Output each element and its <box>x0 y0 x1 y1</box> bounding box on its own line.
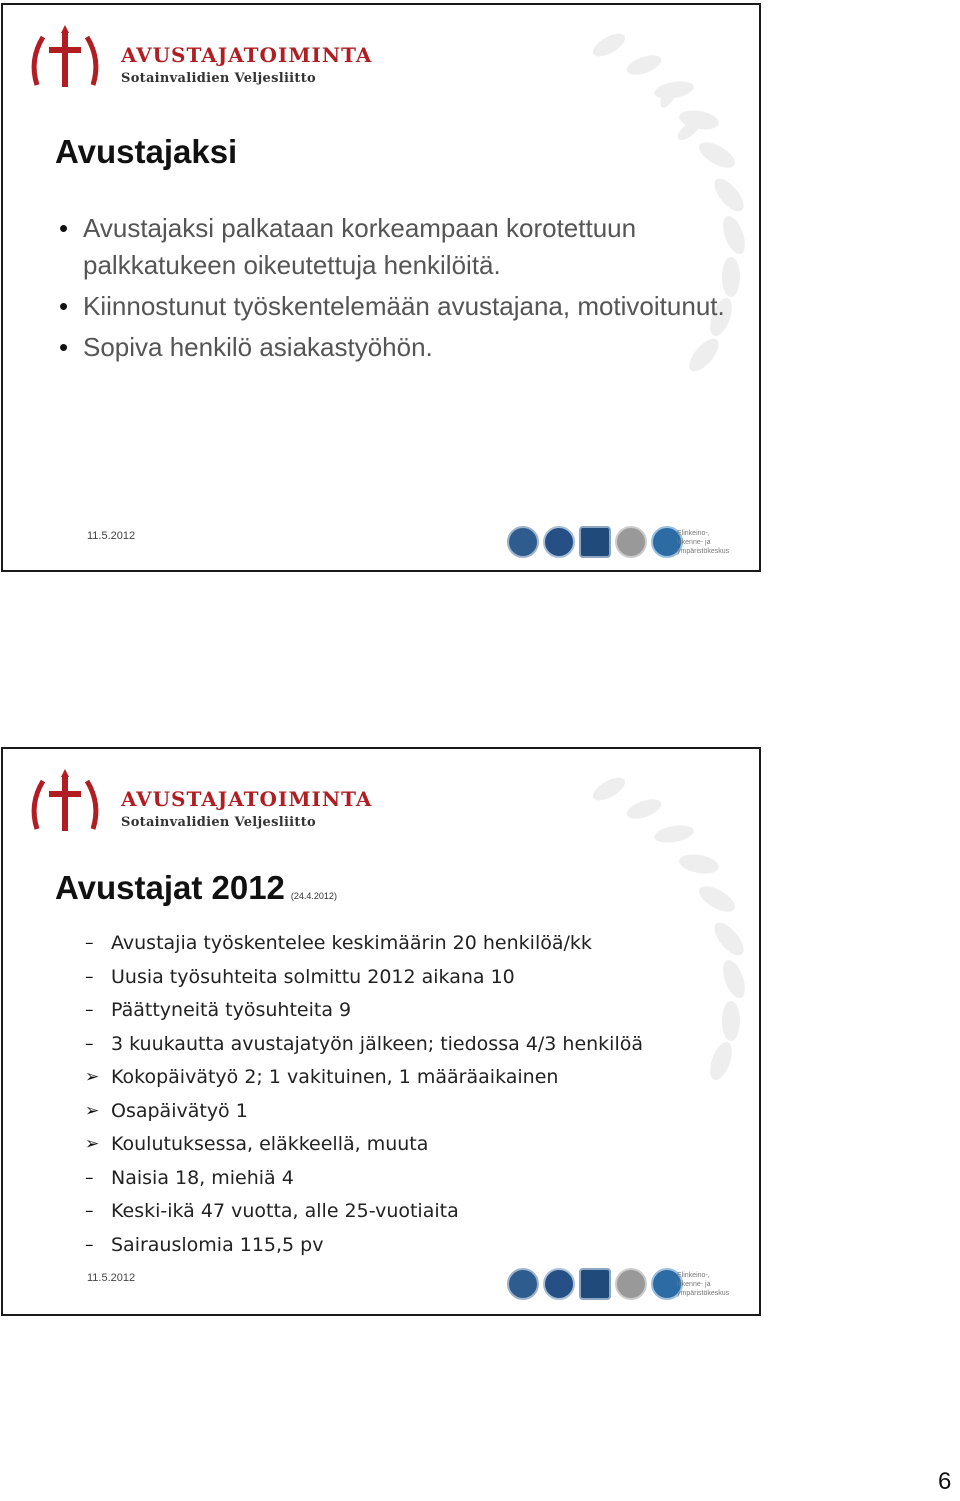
list-item <box>55 288 735 325</box>
list-item-text: Koulutuksessa, eläkkeellä, muuta <box>111 1133 429 1155</box>
organization-name: AVUSTAJATOIMINTA <box>121 43 373 67</box>
sword-emblem-icon <box>25 769 105 839</box>
arrow-marker-icon: ➢ <box>85 1134 100 1154</box>
slide-date: 11.5.2012 <box>87 530 136 542</box>
arrow-marker-icon: ➢ <box>85 1100 100 1121</box>
partner-cross-icon <box>615 1268 647 1300</box>
bullet-dot-icon: • <box>59 213 69 243</box>
list-item-text: Sopiva henkilö asiakastyöhön. <box>83 332 433 362</box>
list-item-text: Sairauslomia 115,5 pv <box>111 1233 324 1256</box>
dash-marker-icon: – <box>85 1167 94 1188</box>
list-item <box>85 1028 643 1062</box>
page-number: 6 <box>938 1468 952 1495</box>
list-item <box>85 1162 643 1196</box>
arrow-marker-icon: ➢ <box>85 1067 100 1087</box>
list-item <box>85 994 643 1028</box>
list-item-text: Kokopäivätyö 2; 1 vakituinen, 1 määräaikainen <box>111 1066 559 1088</box>
slide-title: Avustajaksi <box>55 133 238 170</box>
dash-marker-icon: – <box>85 1000 94 1020</box>
bullet-dot-icon: • <box>59 291 69 321</box>
ely-logo-text: Elinkeino-, liikenne- ja ympäristökeskus <box>677 1272 730 1297</box>
list-item-text: Keski-ikä 47 vuotta, alle 25-vuotiaita <box>111 1200 459 1222</box>
dash-marker-icon: – <box>85 1234 94 1255</box>
list-item-text: Uusia työsuhteita solmittu 2012 aikana 10 <box>111 965 515 988</box>
list-item-text: Päättyneitä työsuhteita 9 <box>111 999 352 1021</box>
list-item <box>85 1195 643 1229</box>
dash-marker-icon: – <box>85 966 94 987</box>
list-item <box>85 1061 643 1095</box>
partner-seal-icon <box>507 1268 539 1300</box>
dash-marker-icon: – <box>85 1201 94 1221</box>
ely-logo-text: Elinkeino-, liikenne- ja ympäristökeskus <box>677 530 730 555</box>
list-item <box>85 1095 643 1129</box>
sword-emblem-icon <box>25 25 105 95</box>
statistics-list <box>85 927 643 1262</box>
organization-name: AVUSTAJATOIMINTA <box>121 787 373 811</box>
organization-logo <box>25 25 373 95</box>
list-item <box>85 1128 643 1162</box>
partner-badge-icon <box>579 526 611 558</box>
dash-marker-icon: – <box>85 1033 94 1054</box>
list-item-text: Avustajaksi palkataan korkeampaan korotettuun palkkatukeen oikeutettuja henkilöitä. <box>83 213 637 280</box>
list-item-text: Kiinnostunut työskentelemään avustajana, motivoitunut. <box>83 291 725 321</box>
partner-logos <box>503 1265 735 1299</box>
partner-emblem-icon <box>543 526 575 558</box>
list-item <box>85 961 643 995</box>
slide-title-text: Avustajat 2012 <box>55 869 285 906</box>
list-item <box>85 927 643 961</box>
bullet-list <box>55 210 735 370</box>
slide-1 <box>1 3 761 572</box>
slide-2 <box>1 747 761 1316</box>
list-item-text: Avustajia työskentelee keskimäärin 20 henkilöä/kk <box>111 932 592 954</box>
list-item-text: Naisia 18, miehiä 4 <box>111 1166 294 1189</box>
list-item-text: 3 kuukautta avustajatyön jälkeen; tiedossa 4/3 henkilöä <box>111 1032 643 1055</box>
slide-date: 11.5.2012 <box>87 1272 136 1284</box>
partner-badge-icon <box>579 1268 611 1300</box>
dash-marker-icon: – <box>85 933 94 953</box>
organization-logo <box>25 769 373 839</box>
list-item <box>55 329 735 366</box>
partner-cross-icon <box>615 526 647 558</box>
bullet-dot-icon: • <box>59 332 69 362</box>
list-item <box>55 210 735 284</box>
organization-subtitle: Sotainvalidien Veljesliitto <box>121 815 317 830</box>
list-item-text: Osapäivätyö 1 <box>111 1099 248 1122</box>
list-item <box>85 1229 643 1263</box>
partner-emblem-icon <box>543 1268 575 1300</box>
slide-title-note: (24.4.2012) <box>290 891 337 901</box>
partner-seal-icon <box>507 526 539 558</box>
slide-title <box>55 869 337 907</box>
partner-logos <box>503 523 735 557</box>
organization-subtitle: Sotainvalidien Veljesliitto <box>121 71 317 86</box>
